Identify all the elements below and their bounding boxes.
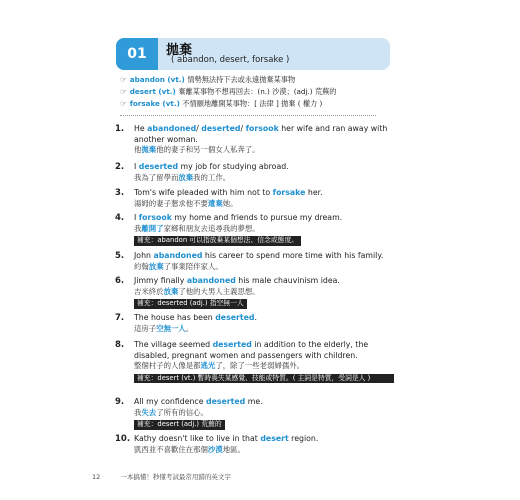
text-run: All my confidence — [134, 397, 206, 406]
text-run: / — [240, 124, 246, 133]
chinese-translation — [134, 408, 400, 419]
text-run: her wife and ran away with another woman. — [134, 124, 388, 144]
example-item — [115, 340, 400, 383]
definition-term: forsake (vt.) — [129, 99, 183, 108]
chinese-translation — [134, 224, 400, 235]
chinese-translation — [134, 287, 400, 298]
text-run: 了所有的信心。 — [156, 407, 208, 417]
text-run: Tom's wife pleaded with him not to — [134, 188, 273, 197]
chinese-translation — [134, 324, 400, 335]
highlighted-word: abandoned — [153, 251, 203, 260]
definition-text: 不情願地離開某事物：[ 法律 ] 拋棄 ( 權力 ) — [182, 99, 323, 108]
text-run: his male chauvinism idea. — [235, 276, 340, 285]
highlighted-word: deserted — [215, 313, 255, 322]
text-run: Kathy doesn't like to live in that — [134, 434, 261, 443]
text-run: my home and friends to pursue my dream. — [171, 213, 343, 222]
highlighted-word: 遺棄 — [207, 198, 223, 208]
highlighted-word: 離開了 — [141, 223, 164, 233]
example-item — [115, 434, 400, 455]
definition-text: 情勢無法持下去或永遠拋棄某事物 — [187, 75, 296, 84]
text-run: 湯姆的妻子懇求他不要 — [134, 198, 208, 208]
pointing-hand-icon: ☞ — [120, 99, 127, 108]
chinese-translation — [134, 262, 400, 273]
english-sentence — [134, 213, 400, 224]
text-run: I — [134, 213, 139, 222]
definition-list — [120, 74, 336, 110]
example-number: 5. — [115, 251, 125, 261]
pointing-hand-icon: ☞ — [120, 75, 127, 84]
supplement-note: 補充：deserted (adj.) 指空無一人 — [134, 299, 247, 309]
highlighted-word: deserted — [201, 124, 241, 133]
text-run: his career to spend more time with his family. — [202, 251, 384, 260]
supplement-note: 補充：desert (adj.) 荒蕪的 — [134, 420, 225, 430]
example-item — [115, 213, 400, 246]
english-sentence — [134, 313, 400, 324]
text-run: 地區。 — [222, 444, 245, 454]
example-number: 7. — [115, 313, 125, 323]
example-number: 8. — [115, 340, 125, 350]
highlighted-word: desert — [260, 434, 289, 443]
chinese-translation — [134, 145, 400, 156]
text-run: The house has been — [134, 313, 216, 322]
english-sentence — [134, 124, 400, 145]
example-number: 9. — [115, 397, 125, 407]
example-number: 10. — [115, 434, 131, 444]
example-item — [115, 276, 400, 309]
english-sentence — [134, 251, 400, 262]
highlighted-word: 失去 — [141, 407, 157, 417]
example-item — [115, 162, 400, 183]
highlighted-word: 逃光 — [200, 361, 216, 370]
page-footer — [92, 472, 231, 481]
page-number: 12 — [92, 473, 101, 481]
example-number: 3. — [115, 188, 125, 198]
highlighted-word: deserted — [138, 162, 179, 171]
definition-term: desert (vt.) — [129, 87, 179, 96]
text-run: I — [134, 162, 139, 171]
example-number: 2. — [115, 162, 125, 172]
text-run: 。 — [185, 323, 194, 333]
text-run: . — [254, 313, 257, 322]
text-run: 了，除了一些老弱婦孺外。 — [215, 361, 305, 370]
chinese-translation — [134, 173, 400, 184]
english-sentence — [134, 434, 400, 445]
highlighted-word: abandoned — [186, 276, 236, 285]
text-run: 約翰 — [134, 261, 149, 271]
supplement-note: 補充：abandon 可以指放棄某個想法、信念或態度。 — [134, 236, 301, 246]
text-run: 家鄉和朋友去追尋我的夢想。 — [163, 223, 260, 233]
text-run: 我為了留學而 — [134, 172, 179, 182]
chinese-translation — [134, 361, 400, 372]
english-sentence — [134, 188, 400, 199]
example-item — [115, 397, 400, 430]
text-run: 了事業陪伴家人。 — [163, 261, 223, 271]
highlighted-word: 沙漠 — [207, 444, 223, 454]
highlighted-word: 放棄 — [148, 261, 164, 271]
highlighted-word: deserted — [212, 340, 252, 349]
example-number: 4. — [115, 213, 125, 223]
text-run: The village seemed — [134, 340, 213, 349]
text-run: her. — [305, 188, 323, 197]
text-run: in addition to the elderly, the disabled, pregnant women and passengers with children. — [134, 340, 369, 360]
text-run: John — [134, 251, 154, 260]
example-item — [115, 313, 400, 334]
section-subtitle: ( abandon, desert, forsake ) — [171, 55, 290, 65]
definition-term: abandon (vt.) — [129, 75, 188, 84]
chinese-translation — [134, 445, 400, 456]
english-sentence — [134, 340, 400, 361]
section-header — [116, 38, 390, 70]
example-item — [115, 188, 400, 209]
text-run: He — [134, 124, 148, 133]
text-run: 凱西並不喜歡住在那個 — [134, 444, 208, 454]
text-run: 我的工作。 — [193, 172, 231, 182]
english-sentence — [134, 397, 400, 408]
english-sentence — [134, 276, 400, 287]
text-run: 她。 — [222, 198, 238, 208]
text-run: Jimmy finally — [134, 276, 187, 285]
example-number: 6. — [115, 276, 125, 286]
supplement-note: 補充：desert (vt.) 暫時喪失某感覺、技能或特質。( 主詞是特質，受詞是人 ) — [134, 374, 394, 384]
highlighted-word: 放棄 — [163, 286, 179, 296]
definition-text: 棄離某事物不想再回去：(n.) 沙漠；(adj.) 荒蕪的 — [178, 87, 337, 96]
english-sentence — [134, 162, 400, 173]
example-item — [115, 124, 400, 156]
example-number: 1. — [115, 124, 125, 134]
text-run: 他的妻子和另一個女人私奔了。 — [156, 145, 260, 154]
highlighted-word: abandoned — [147, 124, 197, 133]
text-run: 了他的大男人主義思想。 — [178, 286, 260, 296]
text-run: my job for studying abroad. — [178, 162, 289, 171]
definition-row — [120, 86, 336, 98]
highlighted-word: forsook — [138, 213, 172, 222]
highlighted-word: forsook — [245, 124, 279, 133]
highlighted-word: forsake — [272, 188, 306, 197]
text-run: 整個村子的人像是都 — [134, 361, 201, 370]
section-number: 01 — [116, 38, 158, 70]
text-run: 我 — [134, 223, 142, 233]
divider — [120, 115, 376, 116]
text-run: 吉米終於 — [134, 286, 164, 296]
book-title: 一本搞懂！秒懂考試最常用錯的英文字 — [120, 473, 231, 481]
highlighted-word: 空無一人 — [156, 323, 186, 333]
text-run: 他 — [134, 145, 142, 154]
section-title: 拋棄 — [166, 43, 193, 58]
pointing-hand-icon: ☞ — [120, 87, 127, 96]
text-run: 我 — [134, 407, 142, 417]
highlighted-word: 拋棄 — [141, 145, 157, 154]
highlighted-word: 放棄 — [178, 172, 194, 182]
definition-row — [120, 74, 336, 86]
definition-row — [120, 98, 336, 110]
text-run: region. — [288, 434, 319, 443]
highlighted-word: deserted — [206, 397, 246, 406]
text-run: / — [196, 124, 202, 133]
example-item — [115, 251, 400, 272]
text-run: 這房子 — [134, 323, 157, 333]
chinese-translation — [134, 199, 400, 210]
text-run: me. — [245, 397, 263, 406]
